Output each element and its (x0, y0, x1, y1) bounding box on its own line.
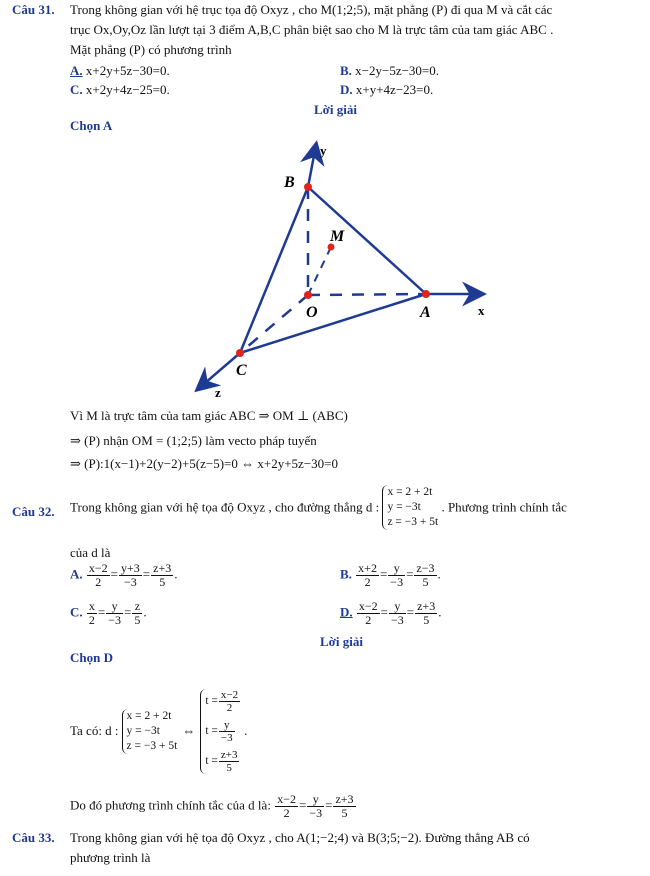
option-letter: D. (340, 82, 353, 97)
option-letter: D. (340, 604, 353, 620)
sol-pre: Ta có: d : (70, 723, 119, 738)
frac-num: z+3 (153, 561, 172, 575)
q32-option-a: A. $\frac{x-2}{2}$ = $\frac{y+3}{-3}$ = $\frac{z+3}{5}$ . (70, 561, 178, 589)
q32-option-b: B. $\frac{x+2}{2}$ = $\frac{y}{-3}$ = $\frac{z-3}{5}$ . (340, 561, 441, 589)
q32-option-c: C. $\frac{x}{2}$ = $\frac{y}{-3}$ = $\frac{z}{5}$ . (70, 599, 147, 627)
q32-choice: Chọn D (70, 650, 113, 665)
q32-stem-line1 (70, 485, 567, 530)
equiv-sign: ⇔ (182, 723, 196, 738)
sys-row: t = $\frac{x-2}{2}$ (205, 688, 239, 714)
frac-den: 5 (341, 806, 348, 820)
frac-num: y (307, 793, 324, 807)
frac-den: 5 (134, 613, 141, 627)
frac-num: y (388, 562, 405, 576)
sol-final-pre: Do đó phương trình chính tắc của d là: (70, 797, 271, 813)
frac-den: 5 (422, 575, 429, 589)
frac-den: 2 (283, 806, 290, 820)
frac-den: 5 (423, 613, 430, 627)
tetrahedron-figure (180, 135, 500, 400)
sys-row: y = −3t (126, 724, 160, 737)
q31-option-d (340, 82, 433, 98)
q31-option-a (70, 63, 170, 79)
frac-den: 5 (159, 575, 166, 589)
edge-ba (308, 187, 426, 294)
q32-label: Câu 32. (12, 504, 55, 519)
sys-row: x = 2 + 2t (387, 486, 433, 498)
frac-den: −3 (390, 575, 404, 589)
q31-label: Câu 31. (12, 2, 55, 17)
q31-choice: Chọn A (70, 118, 113, 133)
edge-ac (240, 294, 426, 353)
q31-stem-line1: Trong không gian với hệ trục tọa độ Oxyz , cho M(1;2;5), mặt phẳng (P) đi qua M và cắt các (70, 2, 553, 17)
frac-den: 2 (95, 575, 102, 589)
option-letter: B. (340, 63, 352, 78)
q32-solution-system: Ta có: d : x = 2 + 2t y = −3t z = −3 + 5t ⇔ t = $\frac{x-2}{2}$ t = $\frac{y}{-3}$ t = $\frac{z+3}{5}$ . (70, 688, 248, 774)
q31-option-c (70, 82, 170, 98)
option-letter: B. (340, 566, 352, 582)
label-x: x (478, 303, 485, 318)
q33-stem-line1: Trong không gian với hệ tọa độ Oxyz , cho A(1;−2;4) và B(3;5;−2). Đường thẳng AB có (70, 830, 530, 845)
sys-row: z = −3 + 5t (387, 516, 439, 528)
sys-row: x = 2 + 2t (126, 709, 172, 722)
edge-bc (240, 187, 308, 353)
sys-row: t = $\frac{z+3}{5}$ (205, 748, 238, 774)
frac-den: 2 (365, 613, 372, 627)
sol-t-system (200, 689, 241, 774)
frac-num: x−2 (277, 792, 296, 806)
q31-stem-line2: trục Ox,Oy,Oz lần lượt tại 3 điểm A,B,C phân biệt sao cho M là trực tâm của tam giác ABC . (70, 22, 554, 37)
option-letter: C. (70, 82, 83, 97)
label-o: O (306, 304, 318, 321)
frac-den: 2 (364, 575, 371, 589)
q32-solution-heading: Lời giải (320, 634, 363, 649)
ox-dashed-axis (308, 294, 426, 295)
point-b (304, 183, 312, 191)
frac-num: x (88, 599, 95, 613)
frac-den: 2 (88, 613, 95, 627)
q32-solution-final: Do đó phương trình chính tắc của d là: $\frac{x-2}{2}$ = $\frac{y}{-3}$ = $\frac{z+3}{5}$ (70, 792, 354, 820)
z-axis-arrow (198, 353, 240, 389)
q31-solution-heading: Lời giải (314, 102, 357, 117)
frac-num: x−2 (358, 599, 378, 613)
point-c (236, 349, 244, 357)
frac-num: z (132, 600, 142, 614)
frac-num: x−2 (88, 561, 108, 575)
point-o (304, 291, 312, 299)
label-c: C (236, 362, 247, 379)
option-letter: A. (70, 566, 83, 582)
point-a (422, 290, 430, 298)
label-z: z (215, 385, 221, 400)
sys-row: y = −3t (387, 501, 421, 513)
frac-num: y (106, 600, 123, 614)
label-y: y (320, 143, 327, 158)
y-axis-arrow (308, 145, 316, 187)
option-letter: C. (70, 604, 83, 620)
frac-den: −3 (391, 613, 404, 627)
sys-row: t = $\frac{y}{-3}$ (205, 718, 233, 744)
oz-dashed-axis (240, 295, 308, 353)
q32-option-d: D. $\frac{x-2}{2}$ = $\frac{y}{-3}$ = $\frac{z+3}{5}$ . (340, 599, 442, 627)
option-text: x−2y−5z−30=0. (355, 63, 440, 78)
q32-stem-pre: Trong không gian với hệ tọa độ Oxyz , cho đường thẳng d : (70, 499, 380, 515)
option-text: x+2y+4z−25=0. (85, 82, 170, 97)
option-letter: A. (70, 63, 83, 78)
frac-num: y+3 (121, 561, 140, 575)
sol-param-system (122, 709, 178, 754)
label-m: M (330, 228, 345, 245)
frac-num: x+2 (358, 561, 377, 575)
q31-solution-line3: ⇒ (P):1(x−1)+2(y−2)+5(z−5)=0 ⇔ x+2y+5z−30=0 (70, 456, 338, 471)
q33-stem-line2: phương trình là (70, 850, 151, 865)
q31-stem-line3: Mặt phẳng (P) có phương trình (70, 42, 232, 57)
frac-den: −3 (108, 613, 122, 627)
frac-den: −3 (124, 575, 137, 589)
frac-num: z−3 (416, 561, 435, 575)
q33-label: Câu 33. (12, 830, 55, 845)
option-text: x+y+4z−23=0. (355, 82, 434, 97)
option-text: x+2y+5z−30=0. (85, 63, 170, 78)
label-a: A (420, 304, 431, 321)
q32-stem-post: . Phương trình chính tắc (441, 499, 567, 515)
frac-num: z+3 (417, 599, 436, 613)
q31-solution-line1: Vì M là trực tâm của tam giác ABC ⇒ OM ⊥ (ABC) (70, 408, 348, 423)
q32-stem-line2: của d là (70, 545, 111, 560)
frac-num: z+3 (335, 792, 354, 806)
frac-den: −3 (309, 806, 323, 820)
label-b: B (284, 174, 295, 191)
q31-option-b (340, 63, 439, 79)
frac-num: y (389, 600, 406, 614)
sys-row: z = −3 + 5t (126, 739, 178, 752)
line-d-system (382, 485, 438, 530)
om-dashed-segment (308, 247, 331, 295)
q31-solution-line2: ⇒ (P) nhận OM = (1;2;5) làm vecto pháp tuyến (70, 433, 317, 448)
